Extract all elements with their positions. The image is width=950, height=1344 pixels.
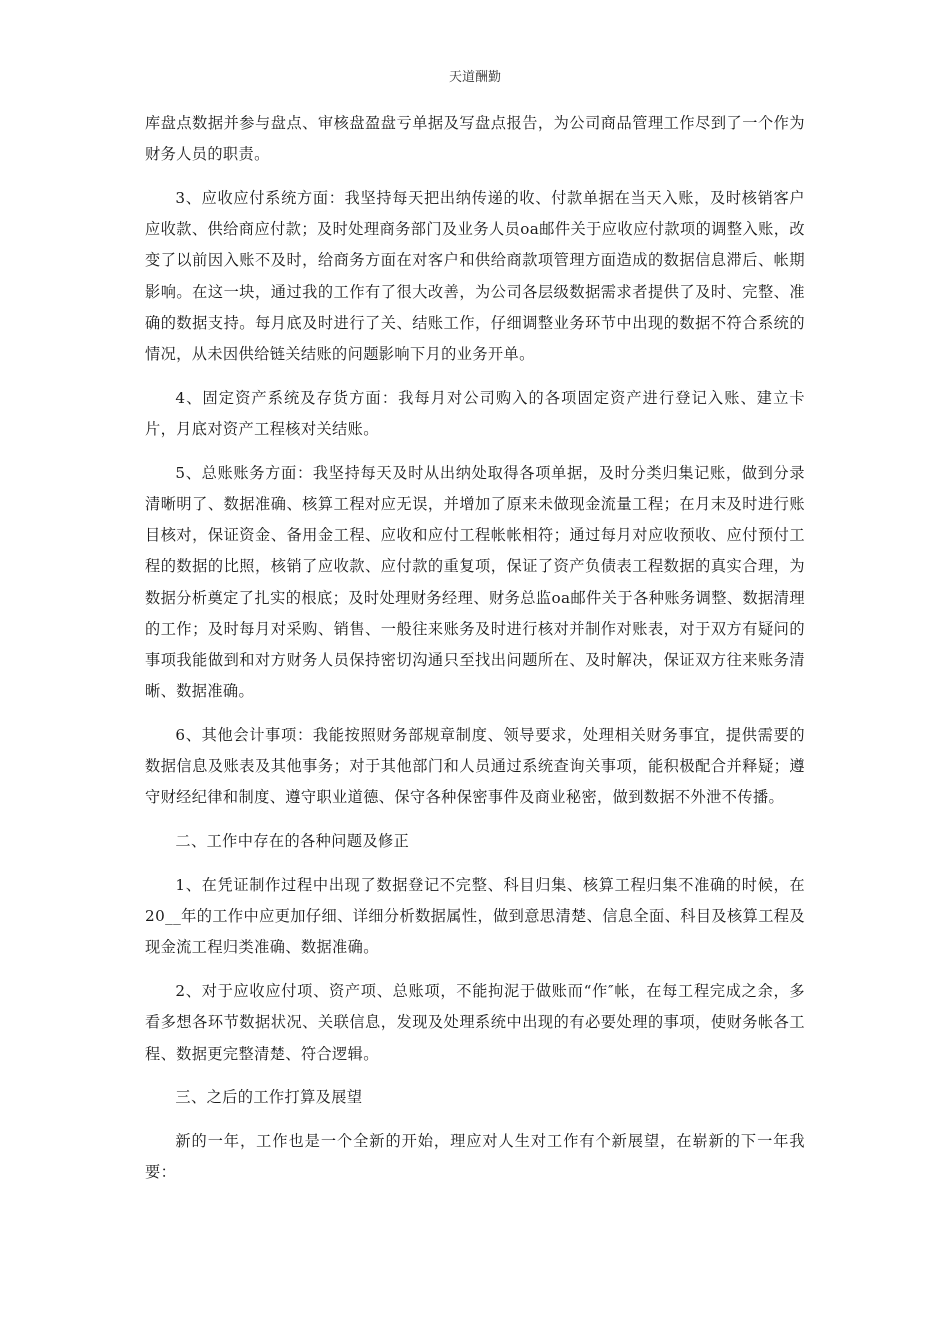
section-heading-plans: 三、之后的工作打算及展望 (175, 1088, 363, 1107)
page-header: 天道酬勤 (448, 70, 501, 85)
paragraph-general-ledger: 5、总账账务方面：我坚持每天及时从出纳处取得各项单据，及时分类归集记账，做到分录清晰明了、数据准确、核算工程对应无误，并增加了原来未做现金流量工程；在月末及时进行账目核对，保证资金、备用金工程、应收和应付工程帐帐相符；通过每月对应收预收、应付预付工程的数据的比照，核销了应收款、应付款的重复项，保证了资产负债表工程数据的真实合理，为数据分析奠定了扎实的根底；及时处理财务经理、财务总监oa邮件关于各种账务调整、数据清理的工作；及时每月对采购、销售、一般往来账务及时进行核对并制作对账表，对于双方有疑问的事项我能做到和对方财务人员保持密切沟通只至找出问题所在、及时解决，保证双方往来账务清晰、数据准确。 (145, 463, 805, 701)
paragraph-fixed-assets: 4、固定资产系统及存货方面：我每月对公司购入的各项固定资产进行登记入账、建立卡片，月底对资产工程核对关结账。 (145, 388, 805, 439)
paragraph-problem-1: 1、在凭证制作过程中出现了数据登记不完整、科目归集、核算工程归集不准确的时候，在20__年的工作中应更加仔细、详细分析数据属性，做到意思清楚、信息全面、科目及核算工程及现金流工程归类准确、数据准确。 (145, 876, 805, 957)
paragraph-problem-2: 2、对于应收应付项、资产项、总账项，不能拘泥于做账而“作″帐，在每工程完成之余，多看多想各环节数据状况、关联信息，发现及处理系统中出现的有必要处理的事项，使财务帐各工程、数据更完整清楚、符合逻辑。 (145, 982, 805, 1063)
paragraph-continuation: 库盘点数据并参与盘点、审核盘盈盘亏单据及写盘点报告，为公司商品管理工作尽到了一个作为财务人员的职责。 (145, 114, 805, 164)
section-heading-problems: 二、工作中存在的各种问题及修正 (175, 832, 410, 851)
document-body (145, 108, 805, 1201)
paragraph-receivables-payables: 3、应收应付系统方面：我坚持每天把出纳传递的收、付款单据在当天入账，及时核销客户应收款、供给商应付款；及时处理商务部门及业务人员oa邮件关于应收应付款项的调整入账，改变了以前因入账不及时，给商务方面在对客户和供给商款项管理方面造成的数据信息滞后、帐期影响。在这一块，通过我的工作有了很大改善，为公司各层级数据需求者提供了及时、完整、准确的数据支持。每月底及时进行了关、结账工作，仔细调整业务环节中出现的数据不符合系统的情况，从未因供给链关结账的问题影响下月的业务开单。 (145, 189, 805, 364)
paragraph-other-accounting: 6、其他会计事项：我能按照财务部规章制度、领导要求，处理相关财务事宜，提供需要的数据信息及账表及其他事务；对于其他部门和人员通过系统查询关事项，能积极配合并释疑；遵守财经纪律和制度、遵守职业道德、保守各种保密事件及商业秘密，做到数据不外泄不传播。 (145, 726, 805, 807)
paragraph-new-year: 新的一年，工作也是一个全新的开始，理应对人生对工作有个新展望，在崭新的下一年我要： (145, 1132, 805, 1182)
